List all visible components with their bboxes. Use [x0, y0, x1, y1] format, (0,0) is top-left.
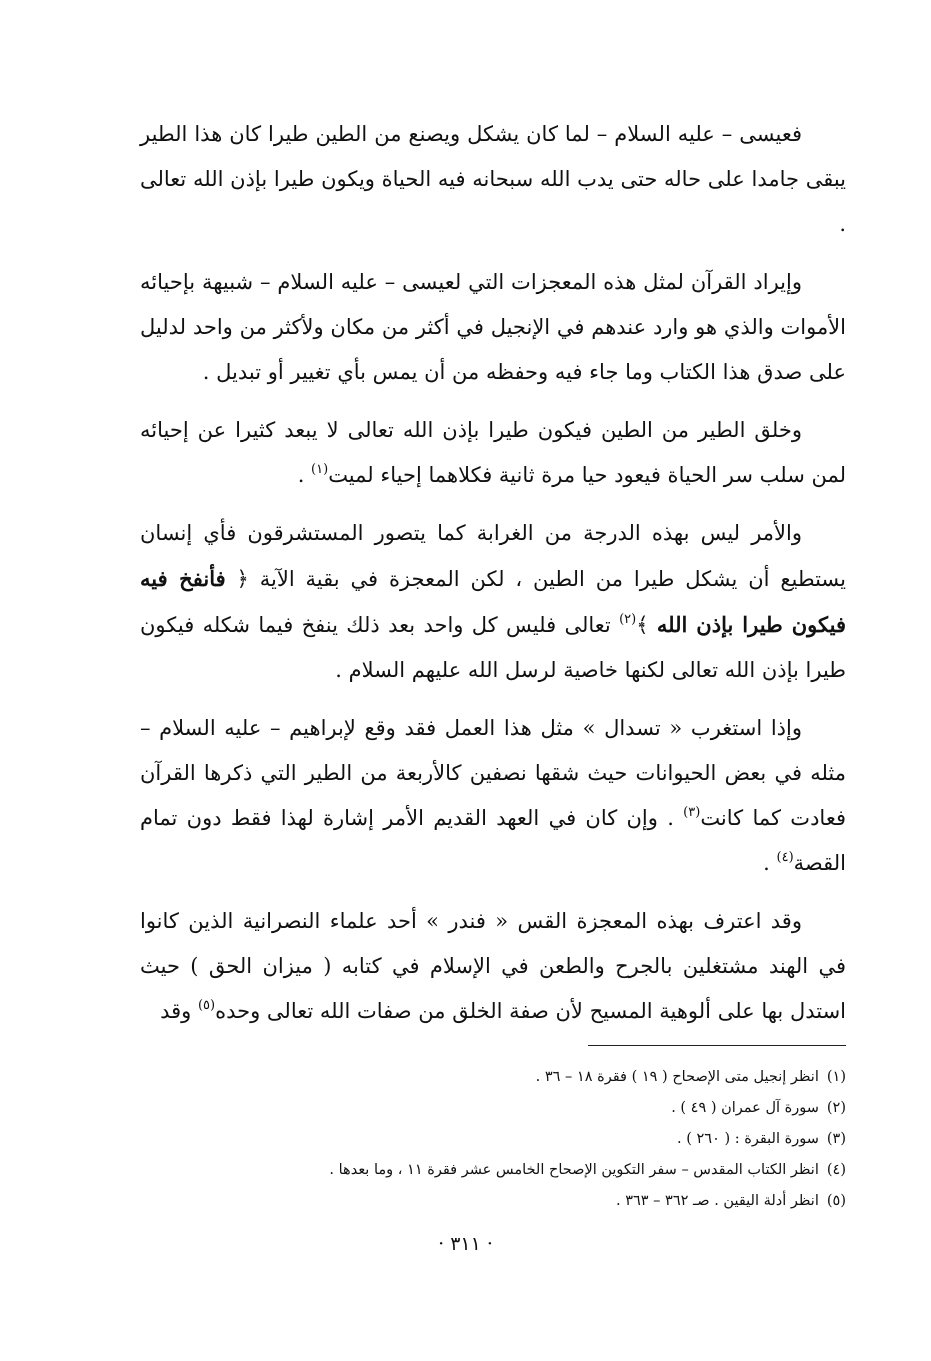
paragraph-6: [140, 899, 846, 1034]
paragraph-1: [140, 112, 846, 247]
footnote-2-number: (٢): [826, 1100, 846, 1116]
paragraph-4: [140, 511, 846, 693]
paragraph-4-text: والأمر ليس بهذه الدرجة من الغرابة كما يتصور المستشرقون فأي إنسان يستطيع أن يشكل طيرا من الطين ، لكن المعجزة في بقية الآية ﴿: [140, 521, 847, 591]
paragraph-6-end: وقد: [160, 999, 198, 1023]
paragraph-2-text: وإيراد القرآن لمثل هذه المعجزات التي لعيسى – عليه السلام – شبيهة بإحيائه الأموات والذي هو وارد عندهم في الإنجيل في أكثر من مكان ولأكثر من واحد لدليل على صدق هذا الكتاب وما جاء فيه وحفظه من أن يمس بأي تغيير أو تبديل .: [140, 270, 846, 384]
footnote-divider: [588, 1045, 846, 1046]
footnote-5-number: (٥): [826, 1193, 846, 1209]
footnote-ref-3[interactable]: (٣): [683, 805, 701, 820]
footnote-3-text: سورة البقرة : ( ٢٦٠ ) .: [677, 1131, 819, 1147]
quran-quote-close: ﴾: [636, 613, 657, 637]
paragraph-5-end: .: [763, 851, 777, 875]
paragraph-4-end: تعالى فليس كل واحد بعد ذلك ينفخ فيما شكله فيكون طيرا بإذن الله تعالى لكنها خاصية لرسل الله عليهم السلام .: [140, 613, 846, 682]
quran-quote: فأنفخ فيه فيكون طيرا بإذن الله: [140, 566, 846, 637]
footnote-1: [140, 1062, 846, 1093]
footnote-ref-1[interactable]: (١): [311, 462, 329, 477]
footnote-4: [140, 1155, 846, 1186]
footnote-5-text: انظر أدلة اليقين . صـ ٣٦٢ – ٣٦٣ .: [615, 1193, 819, 1209]
footnote-2: [140, 1093, 846, 1124]
footnotes: [140, 1062, 846, 1217]
paragraph-3: [140, 408, 846, 498]
paragraph-5-middle: . وإن كان في العهد القديم الأمر إشارة لهذا فقط دون تمام القصة: [140, 806, 846, 875]
paragraph-1-text: فعيسى – عليه السلام – لما كان يشكل ويصنع من الطين طيرا كان هذا الطير يبقى جامدا على حاله حتى يدب الله سبحانه فيه الحياة ويكون طيرا بإذن الله تعالى .: [140, 122, 846, 236]
paragraph-2: [140, 260, 846, 395]
footnote-1-text: انظر إنجيل متى الإصحاح ( ١٩ ) فقرة ١٨ – ٣٦ .: [535, 1069, 819, 1085]
page-number: · ٣١١ ·: [438, 1233, 493, 1255]
footnote-4-text: انظر الكتاب المقدس – سفر التكوين الإصحاح الخامس عشر فقرة ١١ ، وما بعدها .: [329, 1162, 819, 1178]
paragraph-6-text: وقد اعترف بهذه المعجزة القس « فندر » أحد علماء النصرانية الذين كانوا في الهند مشتغلين بالجرح والطعن في الإسلام في كتابه ( ميزان الحق ) حيث استدل بها على ألوهية المسيح لأن صفة الخلق من صفات الله تعالى وحده: [140, 909, 846, 1023]
footnote-3: [140, 1124, 846, 1155]
footnote-2-text: سورة آل عمران ( ٤٩ ) .: [671, 1100, 819, 1116]
footnote-5: [140, 1186, 846, 1217]
footnote-4-number: (٤): [826, 1162, 846, 1178]
body-text: [140, 112, 846, 1034]
footnote-ref-2[interactable]: (٢): [619, 612, 637, 627]
footnote-3-number: (٣): [826, 1131, 846, 1147]
paragraph-5: [140, 706, 846, 886]
paragraph-5-text: وإذا استغرب « تسدال » مثل هذا العمل فقد وقع لإبراهيم – عليه السلام – مثله في بعض الحيوانات حيث شقها نصفين كالأربعة من الطير التي ذكرها القرآن فعادت كما كانت: [140, 716, 846, 830]
paragraph-3-end: .: [297, 463, 312, 487]
footnote-ref-5[interactable]: (٥): [197, 998, 216, 1013]
paragraph-3-text: وخلق الطير من الطين فيكون طيرا بإذن الله تعالى لا يبعد كثيرا عن إحيائه لمن سلب سر الحياة فيعود حيا مرة ثانية فكلاهما إحياء لميت: [140, 418, 846, 487]
footnote-1-number: (١): [826, 1069, 846, 1085]
footnote-ref-4[interactable]: (٤): [776, 850, 794, 865]
